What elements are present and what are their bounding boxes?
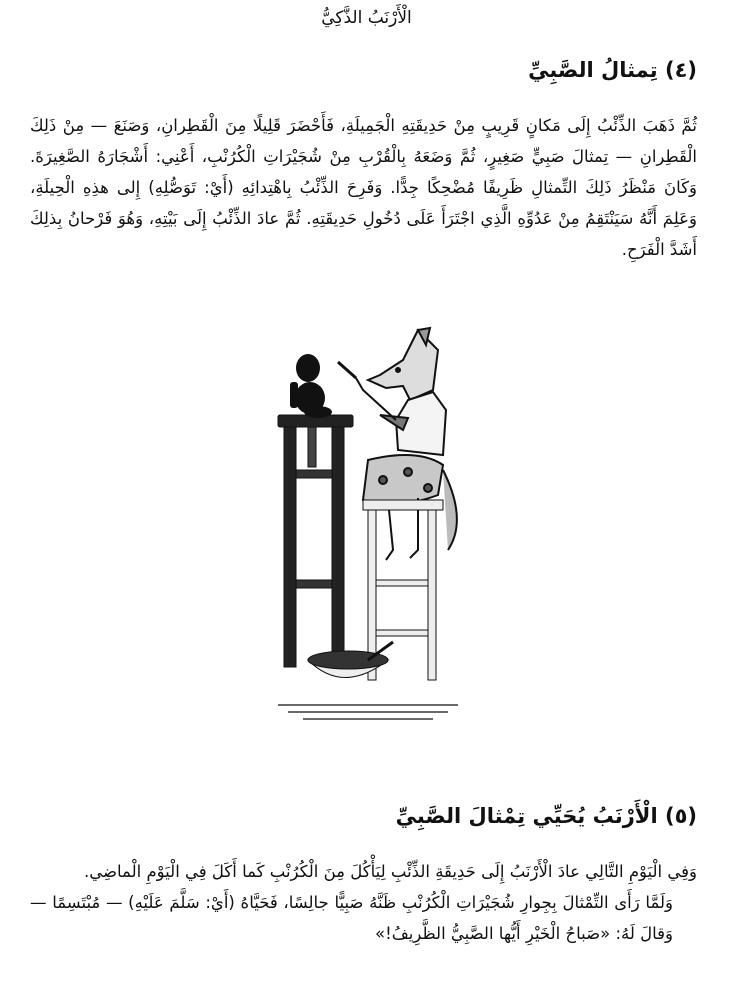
tall-stool <box>278 415 353 667</box>
wolf-painting-tar-figure-illustration <box>268 320 468 730</box>
section-5-line-1: وَفِي الْيَوْمِ التَّالِي عادَ الْأَرْنَبُ إِلَى حَدِيقَةِ الذِّئْبِ لِيَأْكُلَ مِنَ الْكُرُنْبِ كَما أَكَلَ فِي الْيَوْمِ الْماضِي. <box>84 862 697 881</box>
running-head: الْأَرْنَبُ الذَّكِيُّ <box>321 8 412 28</box>
section-5-paragraph <box>30 856 697 949</box>
section-4-paragraph: ثُمَّ ذَهَبَ الذِّئْبُ إِلَى مَكانٍ قَرِيبٍ مِنْ حَدِيقَتِهِ الْجَمِيلَةِ، فَأَحْضَرَ قَلِيلًا مِنَ الْقَطِرانِ، وَصَنَعَ — مِنْ ذَلِكَ الْقَطِرانِ — تِمثالَ صَبِيٍّ صَغِيرٍ، ثُمَّ وَضَعَهُ بِالْقُرْبِ مِنْ شُجَيْرَاتِ الْكُرُنْبِ، أَعْنِي: أَشْجَارَهُ الصَّغِيرَةَ. وَكَانَ مَنْظَرُ ذَلِكَ التِّمثالِ ظَرِيفًا مُضْحِكًا جِدًّا. وَفَرِحَ الذِّئْبُ بِاهْتِدائِهِ (أَيْ: تَوَصُّلِهِ) إِلى هذِهِ الْحِيلَةِ، وَعَلِمَ أَنَّهُ سَيَنْتَقِمُ مِنْ عَدُوِّهِ الَّذِي اجْتَرَأَ عَلَى دُخُولِ حَدِيقَتِهِ. ثُمَّ عادَ الذِّئْبُ إِلَى بَيْتِهِ، وَهُوَ فَرْحانُ بِذلِكَ أَشَدَّ الْفَرَحِ. <box>30 116 697 259</box>
section-4-heading: (٤) تِمثالُ الصَّبِيِّ <box>528 58 697 82</box>
floor-shadow <box>278 705 458 719</box>
tar-figure <box>290 354 332 418</box>
tar-bowl <box>308 642 393 678</box>
wolf-figure <box>338 328 457 560</box>
section-5-line-2: وَلَمَّا رَأَى التِّمْثالَ بِجِوارِ شُجَيْرَاتِ الْكُرُنْبِ ظَنَّهُ صَبِيًّا جالِسًا، فَحَيَّاهُ (أَيْ: سَلَّمَ عَلَيْهِ) — مُبْتَسِمًا — وَقالَ لَهُ: «صَباحُ الْخَيْرِ أَيُّها الصَّبِيُّ الظَّرِيفُ!» <box>30 893 673 943</box>
section-5-heading: (٥) الْأَرْنَبُ يُحَيِّي تِمْثالَ الصَّبِيِّ <box>395 804 697 828</box>
